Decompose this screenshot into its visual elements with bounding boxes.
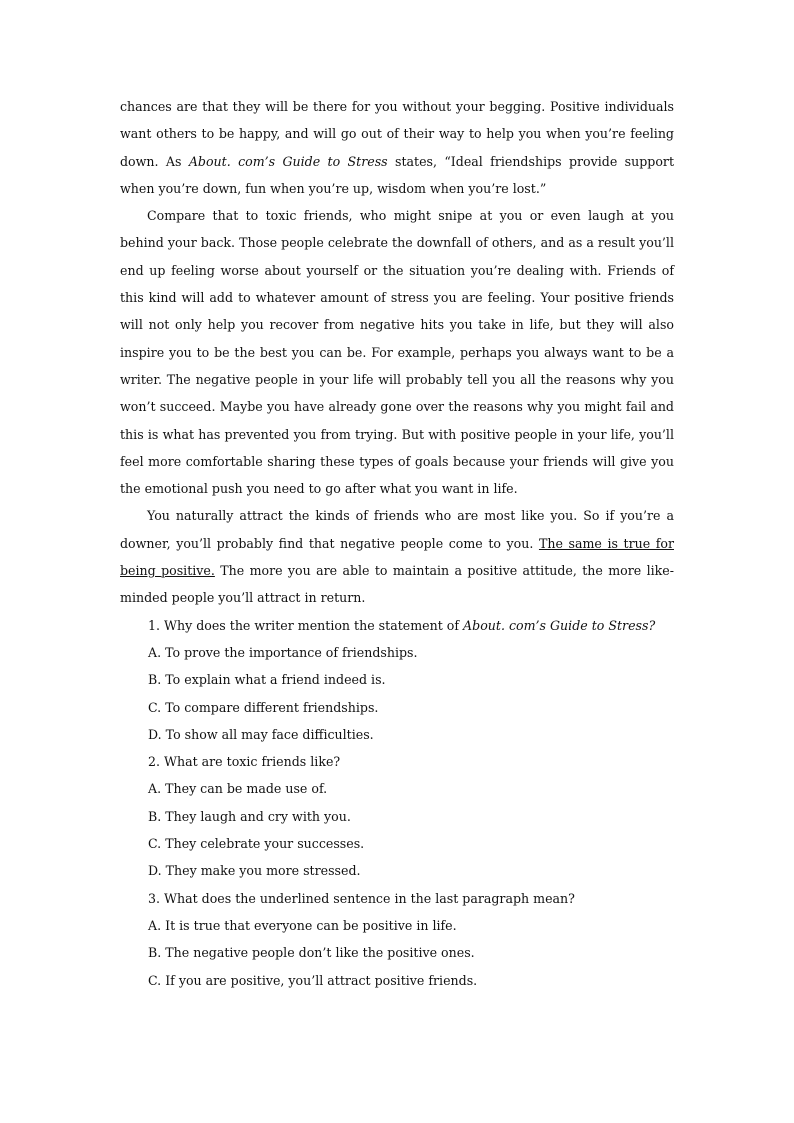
- paragraph-1-italic-title: About. com’s Guide to Stress: [188, 153, 388, 169]
- question-2-stem: 2. What are toxic friends like?: [148, 754, 341, 770]
- question-3-option-a: A. It is true that everyone can be positive in life.: [148, 917, 457, 933]
- paragraph-3: [120, 502, 674, 611]
- paragraph-2: Compare that to toxic friends, who might snipe at you or even laugh at you behind your back. Those people celebrate the downfall of others, and as a result you’ll end up feeling worse about yourself or the situation you’re dealing with. Friends of this kind will add to whatever amount of stress you are feeling. Your positive friends will not only help you recover from negative hits you take in life, but they will also inspire you to be the best you can be. For example, perhaps you always want to be a writer. The negative people in your life will probably tell you all the reasons why you won’t succeed. Maybe you have already gone over the reasons why you might fail and this is what has prevented you from trying. But with positive people in your life, you’ll feel more comfortable sharing these types of goals because your friends will give you the emotional push you need to go after what you want in life.: [120, 208, 674, 497]
- paragraph-1: [120, 93, 674, 202]
- underlined-sentence: The same is true for being positive.: [120, 535, 674, 579]
- question-1-option-b: B. To explain what a friend indeed is.: [148, 672, 386, 688]
- question-1-stem-italic: About. com’s Guide to Stress?: [463, 617, 656, 633]
- question-2-option-d: D. They make you more stressed.: [148, 863, 361, 879]
- paragraph-1-text-b: states, “Ideal friendships provide support when you’re down, fun when you’re up, wisdom when you’re lost.”: [120, 153, 674, 196]
- question-1-option-d: D. To show all may face difficulties.: [148, 726, 374, 742]
- question-3-stem: 3. What does the underlined sentence in the last paragraph mean?: [148, 890, 575, 906]
- question-2-option-b: B. They laugh and cry with you.: [148, 808, 351, 824]
- question-1-option-a: A. To prove the importance of friendships.: [148, 644, 418, 660]
- paragraph-3-text-b: The more you are able to maintain a positive attitude, the more like-minded people you’ll attract in return.: [120, 563, 674, 606]
- document-page: [120, 93, 674, 994]
- question-1-stem: [120, 612, 674, 639]
- question-3-option-b: B. The negative people don’t like the positive ones.: [148, 945, 475, 961]
- paragraph-3-text-a: You naturally attract the kinds of friends who are most like you. So if you’re a downer, you’ll probably find that negative people come to you.: [120, 508, 674, 551]
- question-3-option-c: C. If you are positive, you’ll attract positive friends.: [148, 972, 478, 988]
- paragraph-1-text-a: chances are that they will be there for you without your begging. Positive individuals want others to be happy, and will go out of their way to help you when you’re feeling down. As: [120, 99, 674, 169]
- question-1-option-c: C. To compare different friendships.: [148, 699, 379, 715]
- question-2-option-a: A. They can be made use of.: [148, 781, 328, 797]
- question-1-stem-text: 1. Why does the writer mention the statement of: [148, 617, 464, 633]
- question-2-option-c: C. They celebrate your successes.: [148, 836, 365, 852]
